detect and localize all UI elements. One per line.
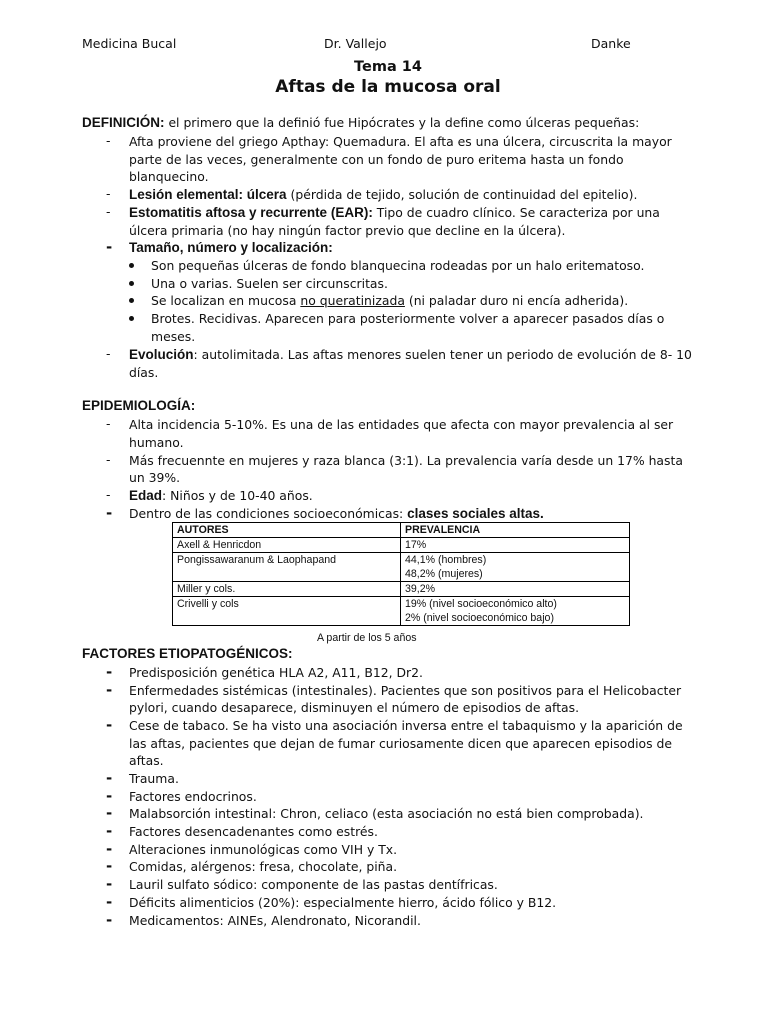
dash-icon: - xyxy=(106,840,113,858)
factor-8: Alteraciones inmunológicas como VIH y Tx. xyxy=(129,842,398,857)
definicion-item1-line3: blanquecino. xyxy=(129,169,209,184)
bullet-4-line2: meses. xyxy=(151,329,196,344)
factor-1: Predisposición genética HLA A2, A11, B12, Dr2. xyxy=(129,665,423,680)
epi-item1-line1: Alta incidencia 5-10%. Es una de las entidades que afecta con mayor prevalencia al ser xyxy=(129,417,674,432)
factor-11: Déficits alimenticios (20%): especialmente hierro, ácido fólico y B12. xyxy=(129,895,557,910)
factor-6: Malabsorción intestinal: Chron, celiaco (esta asociación no está bien comprobada). xyxy=(129,806,644,821)
factor-2-line2: pylori, cuando desaparece, disminuyen el número de episodios de aftas. xyxy=(129,700,580,715)
table-row xyxy=(173,582,630,597)
epi-item4 xyxy=(129,505,544,523)
factor-3-line2: las aftas, pacientes que dejan de fumar curiosamente dicen que aparecen episodios de xyxy=(129,736,673,751)
factores-heading: FACTORES ETIOPATOGÉNICOS: xyxy=(82,646,293,661)
definicion-item1-line1: Afta proviene del griego Apthay: Quemadura. El afta es una úlcera, circuscrita la mayor xyxy=(129,134,672,149)
prevalence-table xyxy=(172,522,630,626)
table-cell-line: 44,1% (hombres) xyxy=(405,554,487,566)
epi-item3-rest: : Niños y de 10-40 años. xyxy=(162,488,313,503)
factor-9: Comidas, alérgenos: fresa, chocolate, piña. xyxy=(129,859,398,874)
table-cell-autor: Crivelli y cols xyxy=(173,597,401,626)
table-cell-autor: Pongissawaranum & Laophapand xyxy=(173,553,401,582)
dash-icon: - xyxy=(106,504,113,522)
dash-icon: - xyxy=(106,893,113,911)
factor-3-line1: Cese de tabaco. Se ha visto una asociación inversa entre el tabaquismo y la aparición de xyxy=(129,718,683,733)
dash-icon: - xyxy=(106,238,113,256)
factor-10: Lauril sulfato sódico: componente de las pastas dentífricas. xyxy=(129,877,498,892)
table-cell-prevalencia: 17% xyxy=(401,538,630,553)
table-row xyxy=(173,553,630,582)
dash-icon: - xyxy=(106,804,113,822)
bullet-icon xyxy=(129,281,134,286)
definicion-item2-rest: (pérdida de tejido, solución de continuidad del epitelio). xyxy=(286,187,638,202)
factor-5: Factores endocrinos. xyxy=(129,789,257,804)
table-caption: A partir de los 5 años xyxy=(317,632,417,644)
definicion-item3-rest: Tipo de cuadro clínico. Se caracteriza por una xyxy=(372,205,660,220)
table-cell-prevalencia: 39,2% xyxy=(401,582,630,597)
definicion-intro: el primero que la definió fue Hipócrates y la define como úlceras pequeñas: xyxy=(164,115,640,130)
header-subject: Medicina Bucal xyxy=(82,36,177,51)
bullet-4-line1: Brotes. Recidivas. Aparecen para posteriormente volver a aparecer pasados días o xyxy=(151,311,665,326)
definicion-item5-bold: Evolución xyxy=(129,347,194,362)
factor-2-line1: Enfermedades sistémicas (intestinales). Pacientes que son positivos para el Helicobacter xyxy=(129,683,682,698)
definicion-item5-rest: : autolimitada. Las aftas menores suelen tener un periodo de evolución de 8- 10 xyxy=(193,347,692,362)
dash-icon: - xyxy=(106,663,113,681)
table-cell-autor: Miller y cols. xyxy=(173,582,401,597)
factor-3-line3: aftas. xyxy=(129,753,164,768)
definicion-item4-bold: Tamaño, número y localización: xyxy=(129,240,333,255)
factor-4: Trauma. xyxy=(129,771,179,786)
epidemiologia-heading: EPIDEMIOLOGÍA: xyxy=(82,398,196,413)
epi-item2-line2: un 39%. xyxy=(129,470,181,485)
dash-icon: - xyxy=(106,875,113,893)
dash-icon: - xyxy=(106,487,111,502)
dash-icon: - xyxy=(106,769,113,787)
definicion-item5 xyxy=(129,346,692,364)
bullet-3 xyxy=(151,292,628,310)
table-row xyxy=(173,538,630,553)
page-title: Aftas de la mucosa oral xyxy=(275,77,501,97)
table-header-row xyxy=(173,523,630,538)
bullet-1: Son pequeñas úlceras de fondo blanquecina rodeadas por un halo eritematoso. xyxy=(151,258,645,273)
topic-number: Tema 14 xyxy=(354,59,422,75)
definicion-item3-bold: Estomatitis aftosa y recurrente (EAR): xyxy=(129,205,373,220)
table-row xyxy=(173,597,630,626)
definicion-item4 xyxy=(129,239,333,257)
dash-icon: - xyxy=(106,787,113,805)
epi-item1-line2: humano. xyxy=(129,435,184,450)
table-cell-autor: Axell & Henricdon xyxy=(173,538,401,553)
table-cell-line: 2% (nivel socioeconómico bajo) xyxy=(405,612,554,624)
dash-icon: - xyxy=(106,133,111,148)
epi-item4-bold: clases sociales altas. xyxy=(407,506,544,521)
bullet-3-post: (ni paladar duro ni encía adherida). xyxy=(404,293,629,308)
bullet-icon xyxy=(129,298,134,303)
dash-icon: - xyxy=(106,857,113,875)
dash-icon: - xyxy=(106,911,113,929)
epi-item3-bold: Edad xyxy=(129,488,163,503)
definicion-item1-line2: parte de las veces, generalmente con un fondo de puro eritema hasta un fondo xyxy=(129,152,624,167)
table-cell-prevalencia xyxy=(401,553,630,582)
table-cell-line: 48,2% (mujeres) xyxy=(405,568,483,580)
definicion-item2 xyxy=(129,186,637,204)
header-student: Danke xyxy=(591,36,631,51)
bullet-3-pre: Se localizan en mucosa xyxy=(151,293,301,308)
bullet-icon xyxy=(129,316,134,321)
factor-7: Factores desencadenantes como estrés. xyxy=(129,824,378,839)
epi-item2-line1: Más frecuennte en mujeres y raza blanca (3:1). La prevalencia varía desde un 17% hasta xyxy=(129,453,683,468)
dash-icon: - xyxy=(106,186,111,201)
dash-icon: - xyxy=(106,204,111,219)
dash-icon: - xyxy=(106,346,111,361)
dash-icon: - xyxy=(106,681,113,699)
definicion-item2-bold: Lesión elemental: úlcera xyxy=(129,187,287,202)
dash-icon: - xyxy=(106,452,111,467)
epi-item3 xyxy=(129,487,313,505)
header-author: Dr. Vallejo xyxy=(324,36,387,51)
definicion-item3 xyxy=(129,204,660,222)
column-header-autores: AUTORES xyxy=(173,523,401,538)
definicion-label: DEFINICIÓN: xyxy=(82,115,165,130)
definicion-heading-line xyxy=(82,114,639,132)
dash-icon: - xyxy=(106,716,113,734)
bullet-2: Una o varias. Suelen ser circunscritas. xyxy=(151,276,388,291)
table-cell-prevalencia xyxy=(401,597,630,626)
column-header-prevalencia: PREVALENCIA xyxy=(401,523,630,538)
epi-item4-pre: Dentro de las condiciones socioeconómicas: xyxy=(129,506,408,521)
factor-12: Medicamentos: AINEs, Alendronato, Nicorandil. xyxy=(129,913,421,928)
bullet-icon xyxy=(129,263,134,268)
table-cell-line: 19% (nivel socioeconómico alto) xyxy=(405,598,557,610)
bullet-3-underlined: no queratinizada xyxy=(300,293,405,308)
definicion-item5-line2: días. xyxy=(129,365,159,380)
definicion-item3-line2: úlcera primaria (no hay ningún factor previo que decline en la úlcera). xyxy=(129,223,566,238)
dash-icon: - xyxy=(106,822,113,840)
dash-icon: - xyxy=(106,416,111,431)
